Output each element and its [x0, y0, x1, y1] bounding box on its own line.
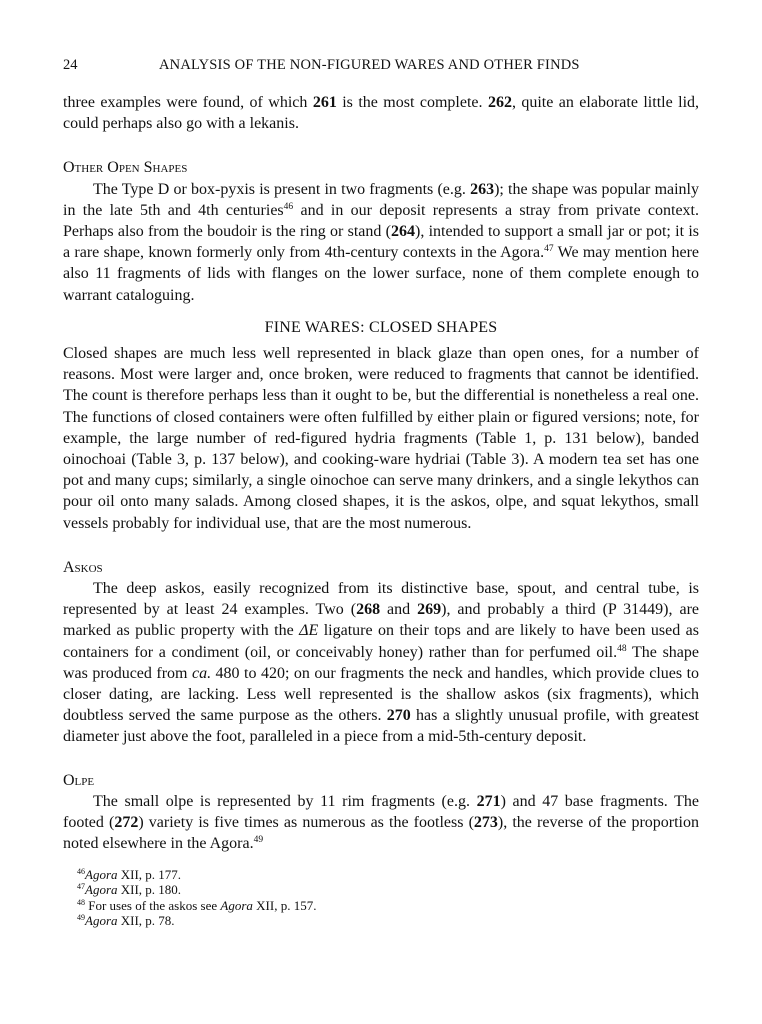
text-run: The small olpe is represented by 11 rim fragments (e.g. [93, 792, 477, 810]
catalogue-number: 271 [476, 792, 501, 810]
text-run: ); the shape was popular mainly in the late 5th and 4th centuries [63, 180, 700, 219]
footnote-number: 48 [77, 897, 85, 907]
text-run: The shape was produced from [63, 643, 700, 682]
section-heading-closed-shapes: FINE WARES: CLOSED SHAPES [264, 318, 498, 336]
text-run: ) variety is five times as numerous as the footless ( [138, 814, 474, 832]
footnote [77, 867, 699, 883]
text-run: ), intended to support a small jar or pot; it is a rare shape, known formerly only from 4th-century contexts in the Agora. [63, 223, 699, 262]
text-run: The deep askos, easily recognized from its distinctive base, spout, and central tube, is represented by at least 24 examples. Two ( [63, 580, 699, 619]
footnote [77, 882, 699, 898]
body-text [63, 92, 699, 929]
text-run: has a slightly unusual profile, with greatest diameter just above the foot, paralleled in a piece from a mid-5th-century deposit. [63, 707, 699, 746]
text-run: XII, p. 157. [252, 897, 317, 913]
paragraph-closed-shapes: Closed shapes are much less well represented in black glaze than open ones, for a number of reasons. Most were larger and, once broken, were reduced to fragments that cannot be identified. The count is therefore perhaps less than it ought to be, but the differential is nonetheless a real one. The functions of closed containers were often fulfilled by either plain or figured versions; note, for example, the large number of red-figured hydria fragments (Table 1, p. 131 below), banded oinochoai (Table 3, p. 137 below), and cooking-ware hydriai (Table 3). A modern tea set has one pot and many cups; similarly, a single oinochoe can serve many drinkers, and a single lekythos can pour oil onto many salads. Among closed shapes, it is the askos, olpe, and squat lekythos, small vessels probably for individual use, that are the most numerous. [63, 345, 699, 532]
text-run: For uses of the askos see [85, 897, 221, 913]
footnote [77, 898, 699, 914]
section-heading-other-open-shapes: Other Open Shapes [63, 159, 188, 177]
footnote-ref: 48 [617, 643, 627, 654]
text-run: ) and 47 base fragments. The footed ( [63, 792, 700, 832]
footnote-ref: 46 [283, 201, 294, 212]
catalogue-number: 261 [312, 94, 337, 111]
text-run: The Type D or box-pyxis is present in two fragments (e.g. [93, 180, 471, 198]
text-run-italic: Agora [85, 913, 118, 928]
text-run-italic: Agora [220, 897, 253, 913]
text-run: and in our deposit represents a stray from private context. Perhaps also from the boudoir is the ring or stand ( [63, 201, 700, 241]
text-run: ), the reverse of the proportion noted elsewhere in the Agora. [63, 814, 699, 853]
paragraph-other-open-shapes [63, 179, 699, 306]
text-run: XII, p. 177. [117, 866, 182, 882]
running-title: ANALYSIS OF THE NON-FIGURED WARES AND OTHER FINDS [159, 57, 580, 73]
text-run: , quite an elaborate little lid, could perhaps also go with a lekanis. [63, 94, 700, 133]
text-run: ligature on their tops and are likely to have been used as containers for a condiment (oil, or conceivably honey) rather than for perfumed oil. [63, 622, 699, 661]
footnote-ref: 49 [253, 835, 264, 846]
text-run: 480 to 420; on our fragments the neck and handles, which provide clues to closer dating, are lacking. Less well represented is the shallow askos (six fragments), which doubtless served the same purpose as the others. [63, 664, 700, 725]
running-header [63, 57, 699, 77]
text-run: XII, p. 180. [117, 882, 182, 897]
catalogue-number: 263 [470, 180, 495, 198]
paragraph-lekanis [63, 92, 699, 134]
catalogue-number: 262 [487, 94, 512, 111]
demosion-ligature: ΔE [299, 622, 319, 640]
text-run: is the most complete. [336, 94, 488, 111]
text-run: ), and probably a third (P 31449), are marked as public property with the [63, 601, 700, 640]
footnote-number: 47 [77, 882, 85, 891]
text-run-italic: Agora [85, 882, 118, 897]
page-number: 24 [63, 57, 78, 73]
catalogue-number: 264 [390, 223, 415, 241]
catalogue-number: 268 [356, 601, 381, 619]
paragraph-askos [63, 578, 699, 748]
footnote-ref: 47 [544, 244, 554, 255]
text-run-italic: ca. [191, 664, 212, 682]
paragraph-olpe [63, 791, 699, 855]
catalogue-number: 272 [114, 814, 139, 832]
catalogue-number: 273 [473, 814, 498, 832]
text-run: XII, p. 78. [117, 913, 175, 928]
catalogue-number: 270 [386, 707, 411, 725]
text-run-italic: Agora [85, 866, 118, 882]
catalogue-number: 269 [417, 601, 442, 619]
text-run: and [380, 601, 418, 619]
footnote-number: 49 [77, 913, 85, 922]
section-heading-olpe: Olpe [63, 771, 95, 789]
section-heading-askos: Askos [63, 558, 103, 576]
text-run: We may mention here also 11 fragments of lids with flanges on the lower surface, none of them complete enough to warrant cataloguing. [63, 244, 699, 304]
text-run: three examples were found, of which [63, 94, 313, 111]
footnotes [63, 867, 699, 929]
footnote-number: 46 [77, 866, 85, 876]
footnote [77, 913, 699, 929]
